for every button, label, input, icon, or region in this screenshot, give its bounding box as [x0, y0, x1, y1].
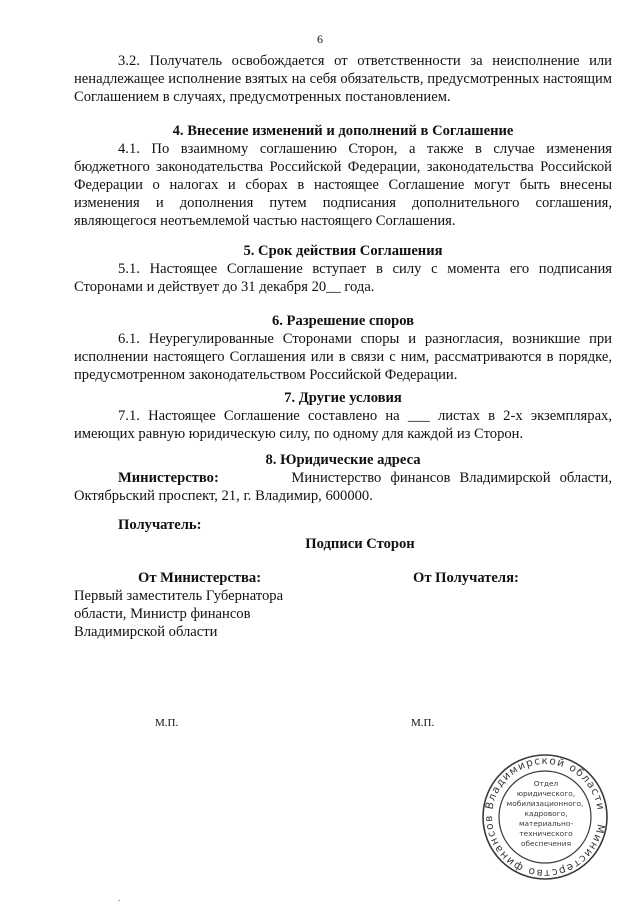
ministry-address-block	[74, 469, 612, 505]
seal-place-right: М.П.	[411, 717, 435, 729]
from-recipient-label: От Получателя:	[413, 570, 519, 586]
department-stamp	[480, 752, 610, 882]
section-4-heading: 4. Внесение изменений и дополнений в Соглашение	[172, 123, 514, 139]
ministry-label: Министерство:	[118, 470, 219, 486]
paragraph-6-1: 6.1. Неурегулированные Сторонами споры и разногласия, возникшие при исполнении настоящего Соглашения или в связи с ним, рассматриваются в порядке, предусмотренном законодательством Российской Федерации.	[74, 331, 612, 383]
stamp-line-7: обеспечения	[520, 839, 572, 848]
stamp-line-5: материально-	[518, 819, 574, 828]
from-ministry-label: От Министерства:	[138, 570, 262, 586]
stamp-line-2: юридического,	[516, 789, 576, 798]
section-8-heading: 8. Юридические адреса	[265, 452, 421, 468]
ministry-address: Министерство финансов Владимирской области, Октябрьский проспект, 21, г. Владимир, 600000.	[74, 470, 612, 504]
paragraph-5-1: 5.1. Настоящее Соглашение вступает в силу с момента его подписания Сторонами и действует до 31 декабря 20__ года.	[74, 261, 612, 295]
footer-mark: .	[118, 894, 120, 903]
official-title-line-1: Первый заместитель Губернатора	[74, 588, 284, 604]
paragraph-4-1: 4.1. По взаимному соглашению Сторон, а также в случае изменения бюджетного законодательства Российской Федерации, законодательства Российской Федерации о налогах и сборах в настоящее Соглашение могут быть внесены изменения и дополнения путем подписания дополнительного соглашения, являющегося неотъемлемой частью настоящего Соглашения.	[74, 141, 612, 229]
official-title-line-3: Владимирской области	[74, 624, 218, 640]
paragraph-3-2: 3.2. Получатель освобождается от ответственности за неисполнение или ненадлежащее исполнение взятых на себя обязательств, предусмотренных настоящим Соглашением в случаях, предусмотренных постановлением.	[74, 53, 612, 105]
stamp-line-6: технического	[519, 829, 573, 838]
recipient-label: Получатель:	[118, 517, 202, 533]
signatures-heading: Подписи Сторон	[305, 536, 415, 552]
section-5-heading: 5. Срок действия Соглашения	[243, 243, 443, 259]
page-number: 6	[317, 32, 323, 46]
seal-place-left: М.П.	[155, 717, 179, 729]
stamp-line-4: кадрового,	[524, 809, 568, 818]
section-6-heading: 6. Разрешение споров	[271, 313, 415, 329]
official-title-line-2: области, Министр финансов	[74, 606, 251, 622]
stamp-ring-text: Министерство финансов Владимирской области	[482, 754, 607, 880]
section-7-heading: 7. Другие условия	[284, 390, 402, 406]
paragraph-7-1: 7.1. Настоящее Соглашение составлено на ___ листах в 2-х экземплярах, имеющих равную юридическую силу, по одному для каждой из Сторон.	[74, 408, 612, 442]
stamp-line-1: Отдел	[533, 779, 559, 788]
stamp-line-3: мобилизационного,	[506, 799, 584, 808]
